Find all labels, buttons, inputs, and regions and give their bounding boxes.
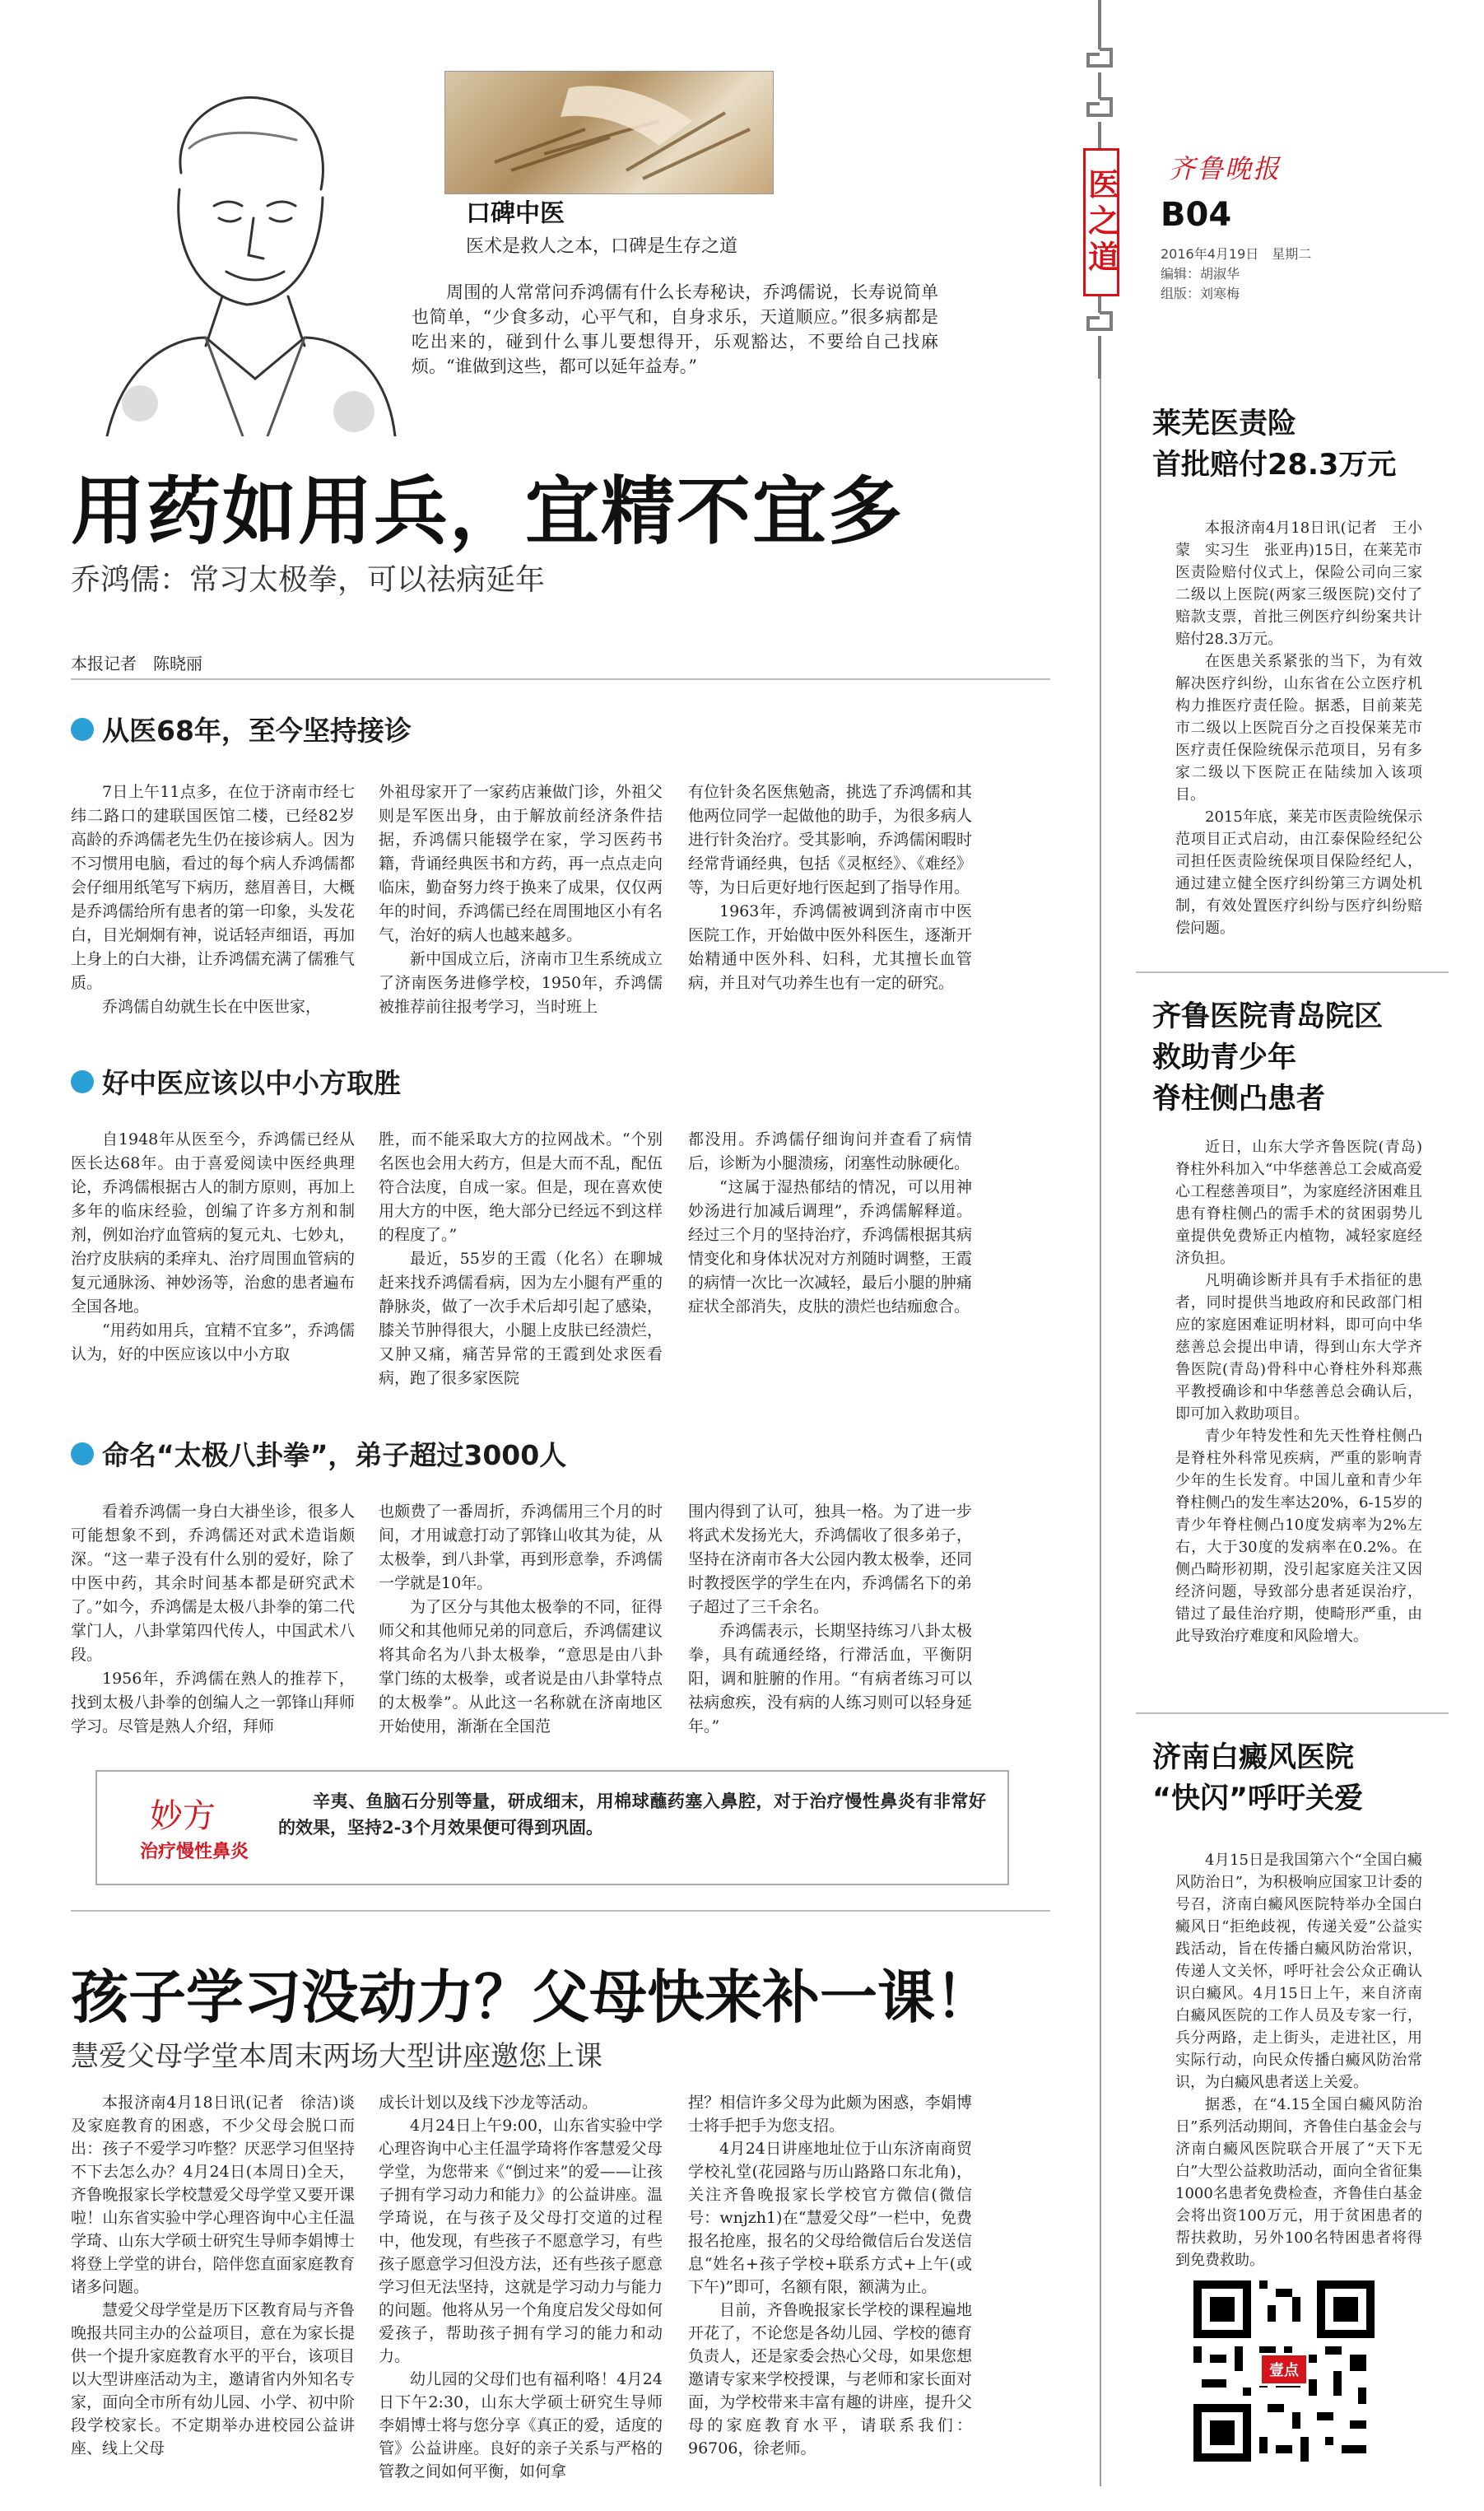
sidebar-story-3-title xyxy=(1152,1737,1449,1819)
paragraph: 目前，齐鲁晚报家长学校的课程遍地开花了，不论您是各幼儿园、学校的德育负责人，还是家委会热心父母，如果您想邀请专家来学校授课，与老师和家长面对面，为学校带来丰富有趣的讲座，提升父母的家庭教育水平，请联系我们：96706，徐老师。 xyxy=(688,2301,972,2457)
paragraph: 4月15日是我国第六个“全国白癜风防治日”，为积极响应国家卫计委的号召，济南白癜风医院特举办全国白癜风日“拒绝歧视，传递关爱”公益实践活动，旨在传播白癜风防治常识，传递人文关怀，呼吁社会公众正确认识白癜风。4月15日上午，来自济南白癜风医院的工作人员及专家一行，兵分两路，走上街头，走进社区，用实际行动，向民众传播白癜风防治常识，为白癜风患者送上关爱。 xyxy=(1175,1852,1422,2091)
ad-col-1 xyxy=(71,2091,355,2460)
s1-col-1 xyxy=(71,780,355,1019)
paragraph: 本报济南4月18日讯(记者 王小蒙 实习生 张亚冉)15日，在莱芜市医责险赔付仪式上，保险公司向三家二级以上医院(两家三级医院)交付了赔款支票，首批三例医疗纠纷案共计赔付28.3万元。 xyxy=(1175,519,1422,648)
bullet-dot-icon xyxy=(71,718,94,741)
paper-logo: 齐鲁晚报 xyxy=(1169,153,1282,184)
paragraph: 4月24日上午9:00，山东省实验中学心理咨询中心主任温学琦将作客慧爱父母学堂，为您带来《“倒过来”的爱——让孩子拥有学习动力和能力》的公益讲座。温学琦说，在与孩子及父母打交道的过程中，他发现，有些孩子不愿意学习，有些孩子愿意学习但没方法，还有些孩子愿意学习但无法坚持，这就是学习动力与能力的问题。他将从另一个角度启发父母如何爱孩子，帮助孩子拥有学习的能力和动力。 xyxy=(379,2117,663,2365)
paragraph: 也颇费了一番周折，乔鸿儒用三个月的时间，才用诚意打动了郭锋山收其为徒，从太极拳，到八卦掌，再到形意拳，乔鸿儒一学就是10年。 xyxy=(379,1502,663,1592)
banner-title: 口碑中医 xyxy=(466,199,565,228)
paragraph: 外祖母家开了一家药店兼做门诊，外祖父则是军医出身，由于解放前经济条件拮据，乔鸿儒只能辍学在家，学习医药书籍，背诵经典医书和方药，再一点点走向临床，勤奋努力终于换来了成果，仅仅两年的时间，乔鸿儒已经在周围地区小有名气，治好的病人也越来越多。 xyxy=(379,783,663,944)
paragraph: 青少年特发性和先天性脊柱侧凸是脊柱外科常见疾病，严重的影响青少年的生长发育。中国儿童和青少年脊柱侧凸的发生率达20%，6-15岁的青少年脊柱侧凸10度发病率为2%左右，大于30度的发病率在0.2%。在侧凸畸形初期，没引起家庭关注又因经济问题，导致部分患者延误治疗，错过了最佳治疗期，使畸形严重，由此导致治疗难度和风险增大。 xyxy=(1175,1428,1422,1645)
bullet-dot-icon xyxy=(71,1070,94,1093)
title-line: 莱芜医责险 xyxy=(1152,408,1297,440)
remedy-text: 辛夷、鱼脑石分别等量，研成细末，用棉球蘸药塞入鼻腔，对于治疗慢性鼻炎有非常好的效果，坚持2-3个月效果便可得到巩固。 xyxy=(278,1791,986,1838)
paragraph: 本报济南4月18日讯(记者 徐洁)谈及家庭教育的困惑，不少父母会脱口而出：孩子不爱学习咋整？厌恶学习但坚持不下去怎么办？4月24日(本周日)全天，齐鲁晚报家长学校慧爱父母学堂又要开课啦！山东省实验中学心理咨询中心主任温学琦、山东大学硕士研究生导师李娟博士将登上学堂的讲台，陪伴您直面家庭教育诸多问题。 xyxy=(71,2094,355,2296)
paragraph: 1963年，乔鸿儒被调到济南市中医医院工作，开始做中医外科医生，逐渐开始精通中医外科、妇科，尤其擅长血管病，并且对气功养生也有一定的研究。 xyxy=(688,902,972,992)
s1-col-2 xyxy=(379,780,663,1019)
section-3-heading xyxy=(71,1434,566,1473)
paragraph: 捏？相信许多父母为此颇为困惑，李娟博士将手把手为您支招。 xyxy=(688,2094,972,2135)
qr-badge-label: 壹点 xyxy=(1269,2362,1299,2379)
paragraph: 2015年底，莱芜市医责险统保示范项目正式启动，由江泰保险经纪公司担任医责险统保项目保险经纪人，通过建立健全医疗纠纷第三方调处机制，有效处置医疗纠纷与医疗纠纷赔偿问题。 xyxy=(1175,808,1422,937)
banner-lead: 周围的人常常问乔鸿儒有什么长寿秘诀，乔鸿儒说，长寿说简单也简单，“少食多动，心平气和，自身求乐，天道顺应。”很多病都是吃出来的，碰到什么事儿要想得开，乐观豁达，不要给自己找麻烦。“谁做到这些，都可以延年益寿。” xyxy=(412,282,938,376)
main-headline: 用药如用兵，宜精不宜多 xyxy=(71,468,904,555)
title-line: 齐鲁医院青岛院区 xyxy=(1152,1000,1384,1033)
s3-col-2 xyxy=(379,1500,663,1739)
section-2-heading xyxy=(71,1062,401,1101)
s1-col-3 xyxy=(688,780,972,995)
paragraph: 围内得到了认可，独具一格。为了进一步将武术发扬光大，乔鸿儒收了很多弟子，坚持在济南市各大公园内教太极拳，还同时教授医学的学生在内，乔鸿儒名下的弟子超过了三千余名。 xyxy=(688,1502,972,1616)
paragraph: 乔鸿儒表示，长期坚持练习八卦太极拳，具有疏通经络，行滞活血，平衡阴阳，调和脏腑的作用。“有病者练习可以祛病愈疾，没有病的人练习则可以轻身延年。” xyxy=(688,1622,972,1735)
remedy-sublabel: 治疗慢性鼻炎 xyxy=(140,1842,249,1862)
paragraph: 胜，而不能采取大方的拉网战术。“个别名医也会用大药方，但是大而不乱，配伍符合法度，自成一家。但是，现在喜欢使用大方的中医，绝大部分已经远不到这样的程度了。” xyxy=(379,1130,663,1244)
paragraph: 有位针灸名医焦勉斋，挑选了乔鸿儒和其他两位同学一起做他的助手，为很多病人进行针灸治疗。受其影响，乔鸿儒闲暇时经常背诵经典，包括《灵枢经》、《难经》等，为日后更好地行医起到了指导作用。 xyxy=(688,783,972,897)
title-line: 脊柱侧凸患者 xyxy=(1152,1083,1326,1116)
title-line: 首批赔付28.3万元 xyxy=(1152,449,1397,482)
paragraph: 成长计划以及线下沙龙等活动。 xyxy=(379,2094,598,2112)
ad-subheadline: 慧爱父母学堂本周末两场大型讲座邀您上课 xyxy=(71,2040,602,2073)
paragraph: “用药如用兵，宜精不宜多”，乔鸿儒认为，好的中医应该以中小方取 xyxy=(71,1321,355,1363)
qr-code[interactable] xyxy=(1193,2280,1375,2462)
page-designer: 组版：刘寒梅 xyxy=(1161,286,1240,301)
paragraph: 自1948年从医至今，乔鸿儒已经从医长达68年。由于喜爱阅读中医经典理论，乔鸿儒根据古人的制方原则，再加上多年的临床经验，创编了许多方剂和制剂，例如治疗血管病的复元丸、七妙丸，治疗皮肤病的柔痒丸、治疗周围血管病的复元通脉汤、神妙汤等，治愈的患者遍布全国各地。 xyxy=(71,1130,355,1316)
bullet-dot-icon xyxy=(71,1442,94,1465)
s3-col-3 xyxy=(688,1500,972,1739)
herb-photo xyxy=(444,71,774,194)
page-editor: 编辑：胡淑华 xyxy=(1161,266,1240,282)
paragraph: 新中国成立后，济南市卫生系统成立了济南医务进修学校，1950年，乔鸿儒被推荐前往报考学习，当时班上 xyxy=(379,950,663,1016)
sidebar-story-2-body xyxy=(1175,1136,1422,1647)
sidebar-divider xyxy=(1100,379,1101,2486)
page-date: 2016年4月19日 星期二 xyxy=(1161,246,1312,262)
paragraph: 最近，55岁的王霞（化名）在聊城赶来找乔鸿儒看病，因为左小腿有严重的静脉炎，做了一次手术后却引起了感染，膝关节肿得很大，小腿上皮肤已经溃烂，又肿又痛，痛苦异常的王霞到处求医看病，跑了很多家医院 xyxy=(379,1250,663,1387)
title-line: 救助青少年 xyxy=(1152,1041,1297,1074)
ad-col-3 xyxy=(688,2091,972,2460)
paragraph: 看着乔鸿儒一身白大褂坐诊，很多人可能想象不到，乔鸿儒还对武术造诣颇深。“这一辈子没有什么别的爱好，除了中医中药，其余时间基本都是研究武术了。”如今，乔鸿儒是太极八卦拳的第二代掌门人，八卦掌第四代传人，中国武术八段。 xyxy=(71,1502,355,1664)
paragraph: 据悉，在“4.15全国白癜风防治日”系列活动期间，齐鲁佳白基金会与济南白癜风医院联合开展了“天下无白”大型公益救助活动，面向全省征集1000名患者免费检查，齐鲁佳白基金会将出资100万元，用于贫困患者的帮扶救助，另外100名特困患者将得到免费救助。 xyxy=(1175,2096,1422,2269)
title-line: 济南白癜风医院 xyxy=(1152,1741,1355,1774)
remedy-box xyxy=(95,1770,1009,1885)
section-tag xyxy=(1083,148,1119,296)
ad-top-rule xyxy=(71,1910,1050,1912)
sidebar-story-2-title xyxy=(1152,996,1449,1120)
ad-col-2 xyxy=(379,2091,663,2483)
qr-badge xyxy=(1259,2353,1309,2386)
byline: 本报记者 陈晓丽 xyxy=(71,654,202,673)
paragraph: 在医患关系紧张的当下，为有效解决医疗纠纷，山东省在公立医疗机构力推医疗责任险。据悉，目前莱芜市二级以上医院百分之百投保莱芜市医疗责任保险统保示范项目，另有多家二级以下医院正在陆续加入该项目。 xyxy=(1175,653,1422,804)
paragraph: 近日，山东大学齐鲁医院(青岛)脊柱外科加入“中华慈善总工会威高爱心工程慈善项目”，为家庭经济困难且患有脊柱侧凸的需手术的贫困弱势儿童提供免费矫正内植物，减轻家庭经济负担。 xyxy=(1175,1139,1422,1267)
section-2-title: 好中医应该以中小方取胜 xyxy=(102,1067,401,1099)
byline-rule xyxy=(71,678,1050,680)
s2-col-2 xyxy=(379,1128,663,1391)
section-1-title: 从医68年，至今坚持接诊 xyxy=(102,715,412,747)
title-line: “快闪”呼吁关爱 xyxy=(1152,1782,1364,1815)
paragraph: 乔鸿儒自幼就生长在中医世家， xyxy=(102,998,322,1016)
remedy-label: 妙方 xyxy=(150,1797,216,1835)
paragraph: 慧爱父母学堂是历下区教育局与齐鲁晚报共同主办的公益项目，意在为家长提供一个提升家庭教育水平的平台，该项目以大型讲座活动为主，邀请省内外知名专家，面向全市所有幼儿园、小学、初中阶段学校家长。不定期举办进校园公益讲座、线上父母 xyxy=(71,2301,355,2457)
main-subheadline: 乔鸿儒：常习太极拳，可以祛病延年 xyxy=(71,563,546,597)
page-number: B04 xyxy=(1161,196,1232,234)
sidebar-rule xyxy=(1136,971,1449,973)
section-3-title: 命名“太极八卦拳”，弟子超过3000人 xyxy=(102,1439,567,1471)
sidebar-story-1-title xyxy=(1152,403,1449,486)
paragraph: 4月24日讲座地址位于山东济南商贸学校礼堂(花园路与历山路路口东北角)，关注齐鲁晚报家长学校官方微信(微信号：wnjzh1)在“慧爱父母”一栏中，免费报名抢座，报名的父母给微信后台发送信息“姓名+孩子学校+联系方式+上午(或下午)”即可，名额有限，额满为止。 xyxy=(688,2140,972,2296)
banner-subtitle: 医术是救人之本，口碑是生存之道 xyxy=(466,236,738,257)
portrait-illustration xyxy=(58,49,403,436)
sidebar-rule xyxy=(1136,1712,1449,1714)
paragraph: 1956年，乔鸿儒在熟人的推荐下，找到太极八卦拳的创编人之一郭锋山拜师学习。尽管是熟人介绍，拜师 xyxy=(71,1670,355,1735)
paragraph: 为了区分与其他太极拳的不同，征得师父和其他师兄弟的同意后，乔鸿儒建议将其命名为八卦太极拳，“意思是由八卦掌门练的太极拳，或者说是由八卦掌特点的太极拳”。从此这一名称就在济南地区开始使用，渐渐在全国范 xyxy=(379,1598,663,1735)
paragraph: “这属于湿热郁结的情况，可以用神妙汤进行加减后调理”，乔鸿儒解释道。经过三个月的坚持治疗，乔鸿儒根据其病情变化和身体状况对方剂随时调整，王霞的病情一次比一次减轻，最后小腿的肿痛症状全部消失，皮肤的溃烂也结痂愈合。 xyxy=(688,1178,972,1316)
paragraph: 7日上午11点多，在位于济南市经七纬二路口的建联国医馆二楼，已经82岁高龄的乔鸿儒老先生仍在接诊病人。因为不习惯用电脑，看过的每个病人乔鸿儒都会仔细用纸笔写下病历，慈眉善目，大概是乔鸿儒给所有患者的第一印象，头发花白，目光炯炯有神，说话轻声细语，再加上身上的白大褂，让乔鸿儒充满了儒雅气质。 xyxy=(71,783,355,992)
paragraph: 幼儿园的父母们也有福利咯！4月24日下午2:30，山东大学硕士研究生导师李娟博士将与您分享《真正的爱，适度的管》公益讲座。良好的亲子关系与严格的管教之间如何平衡，如何拿 xyxy=(379,2370,663,2481)
sidebar-story-3-body xyxy=(1175,1849,1422,2271)
ad-headline: 孩子学习没动力？父母快来补一课！ xyxy=(71,1964,993,2031)
section-1-heading xyxy=(71,710,412,748)
paragraph: 凡明确诊断并具有手术指征的患者，同时提供当地政府和民政部门相应的家庭困难证明材料，即可向中华慈善总会提出申请，得到山东大学齐鲁医院(青岛)骨科中心脊柱外科郑燕平教授确诊和中华慈善总会确认后，即可加入救助项目。 xyxy=(1175,1272,1422,1423)
s2-col-1 xyxy=(71,1128,355,1367)
sidebar-story-1-body xyxy=(1175,517,1422,939)
paragraph: 都没用。乔鸿儒仔细询问并查看了病情后，诊断为小腿溃疡，闭塞性动脉硬化。 xyxy=(688,1130,972,1172)
s2-col-3 xyxy=(688,1128,972,1319)
section-tag-label: 医之道 xyxy=(1082,168,1119,277)
s3-col-1 xyxy=(71,1500,355,1739)
